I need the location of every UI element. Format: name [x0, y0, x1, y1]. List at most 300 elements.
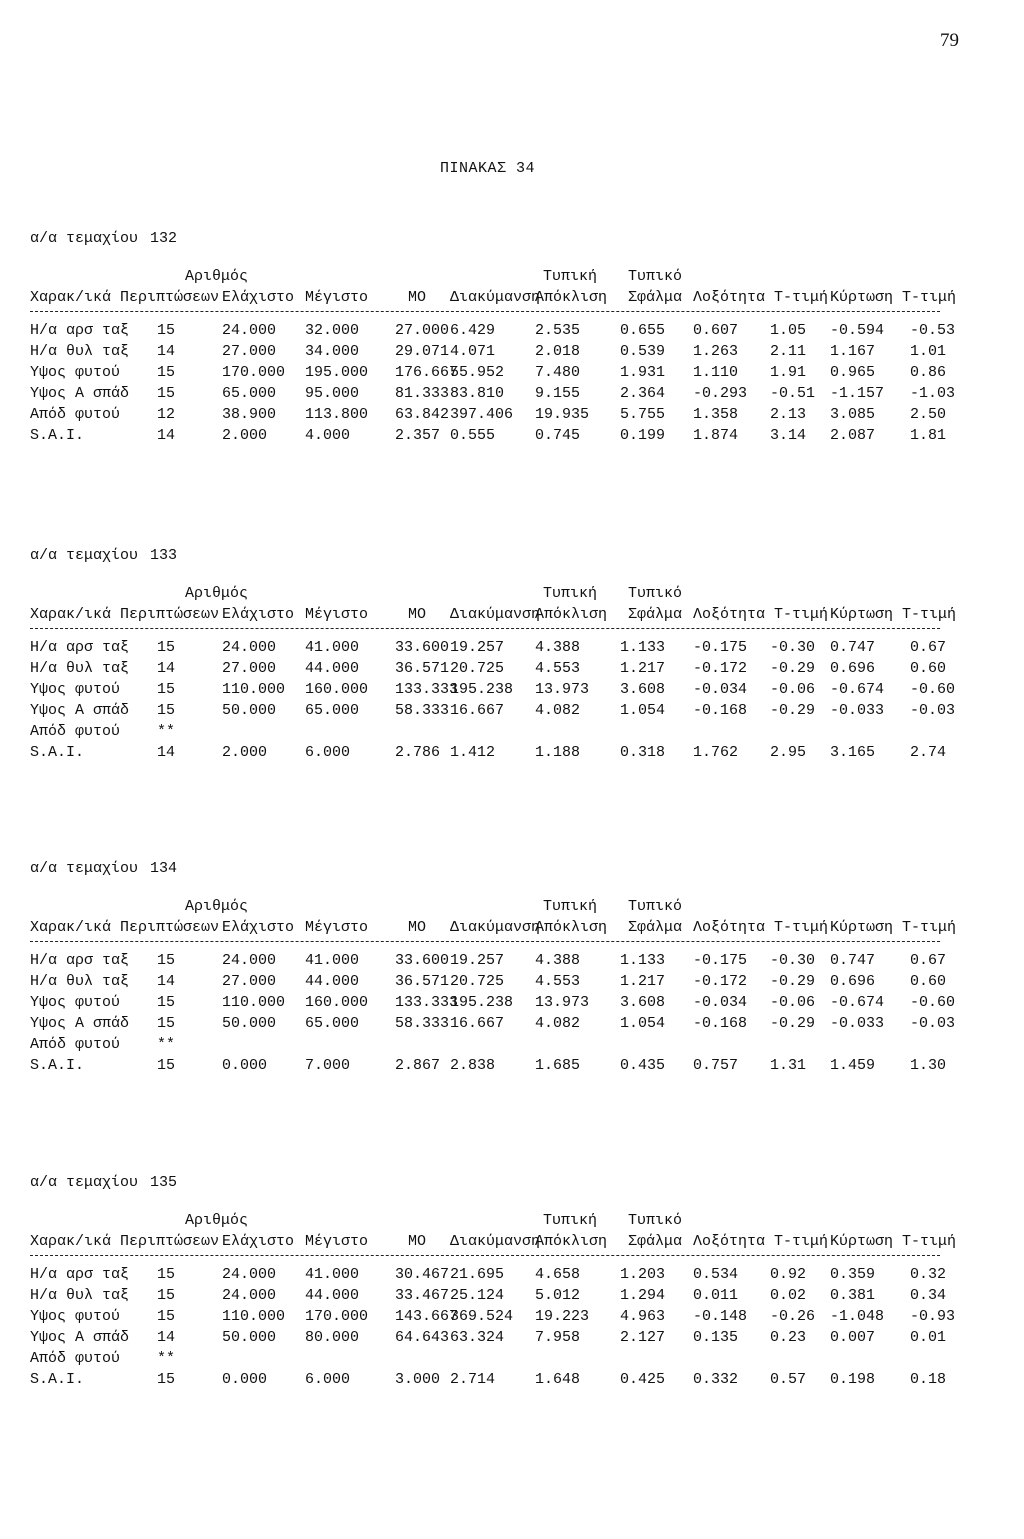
cell-mo: 27.000 [395, 322, 450, 339]
cell-se: 1.294 [620, 1287, 666, 1304]
cell-var: 195.238 [450, 994, 514, 1011]
cell-mo: 33.467 [395, 1287, 450, 1304]
cell-mo: 64.643 [395, 1329, 450, 1346]
plot-section [30, 228, 970, 446]
cell-var: 20.725 [450, 973, 505, 990]
header-n-top: Αριθμός [185, 268, 249, 285]
cell-kurt-t: 0.67 [910, 639, 947, 656]
cell-n: 15 [157, 1308, 176, 1325]
cell-var: 21.695 [450, 1266, 505, 1283]
cell-sd: 7.480 [535, 364, 581, 381]
cell-sd: 19.935 [535, 406, 590, 423]
header-se-top: Τυπικό [628, 268, 683, 285]
cell-mo: 58.333 [395, 1015, 450, 1032]
cell-max: 80.000 [305, 1329, 360, 1346]
header-sd: Απόκλιση [535, 1233, 608, 1250]
cell-char: Υψος φυτού [30, 994, 121, 1011]
table-row [30, 721, 970, 742]
cell-kurt-t: 0.60 [910, 660, 947, 677]
cell-mo: 133.333 [395, 994, 459, 1011]
cell-min: 0.000 [222, 1057, 268, 1074]
cell-kurt-t: -0.60 [910, 994, 956, 1011]
cell-se: 0.539 [620, 343, 666, 360]
cell-max: 41.000 [305, 1266, 360, 1283]
cell-n: 14 [157, 343, 176, 360]
cell-min: 170.000 [222, 364, 286, 381]
cell-se: 1.054 [620, 702, 666, 719]
cell-n: 15 [157, 639, 176, 656]
cell-min: 24.000 [222, 1266, 277, 1283]
cell-se: 2.127 [620, 1329, 666, 1346]
cell-kurt: -0.594 [830, 322, 885, 339]
cell-sd: 13.973 [535, 994, 590, 1011]
page-number: 79 [940, 30, 959, 51]
cell-sd: 19.223 [535, 1308, 590, 1325]
cell-skew: 1.874 [693, 427, 739, 444]
cell-n: 15 [157, 364, 176, 381]
cell-kurt-t: -0.93 [910, 1308, 956, 1325]
cell-skew-t: 2.13 [770, 406, 807, 423]
cell-kurt: 0.696 [830, 973, 876, 990]
cell-sd: 4.553 [535, 973, 581, 990]
plot-number: 135 [150, 1174, 178, 1191]
cell-kurt: -1.048 [830, 1308, 885, 1325]
cell-kurt-t: 0.67 [910, 952, 947, 969]
cell-max: 65.000 [305, 702, 360, 719]
cell-skew: 1.358 [693, 406, 739, 423]
cell-max: 95.000 [305, 385, 360, 402]
cell-skew: -0.172 [693, 660, 748, 677]
cell-char: Υψος φυτού [30, 681, 121, 698]
header-se: Σφάλμα [628, 1233, 683, 1250]
cell-se: 0.199 [620, 427, 666, 444]
table-row [30, 1034, 970, 1055]
header-var: Διακύμανση [450, 289, 541, 306]
cell-kurt-t: -1.03 [910, 385, 956, 402]
header-n: Περιπτώσεων [120, 606, 220, 623]
cell-se: 5.755 [620, 406, 666, 423]
cell-sd: 0.745 [535, 427, 581, 444]
dashed-rule [30, 628, 940, 629]
table-row [30, 992, 970, 1013]
table-row [30, 1013, 970, 1034]
column-header [30, 583, 970, 625]
cell-var: 25.124 [450, 1287, 505, 1304]
cell-n: 14 [157, 973, 176, 990]
header-min: Ελάχιστο [222, 606, 295, 623]
cell-var: 397.406 [450, 406, 514, 423]
cell-skew-t: -0.30 [770, 952, 816, 969]
header-char: Χαρακ/ικά [30, 289, 112, 306]
cell-max: 113.800 [305, 406, 369, 423]
dashed-rule [30, 1255, 940, 1256]
cell-char: S.A.I. [30, 744, 85, 761]
header-mo: ΜΟ [408, 1233, 427, 1250]
cell-sd: 1.188 [535, 744, 581, 761]
cell-var: 16.667 [450, 702, 505, 719]
header-sd: Απόκλιση [535, 606, 608, 623]
cell-se: 1.054 [620, 1015, 666, 1032]
cell-var: 20.725 [450, 660, 505, 677]
cell-var: 19.257 [450, 639, 505, 656]
cell-mo: 81.333 [395, 385, 450, 402]
table-row [30, 1327, 970, 1348]
cell-skew-t: -0.06 [770, 994, 816, 1011]
table-row [30, 341, 970, 362]
header-min: Ελάχιστο [222, 919, 295, 936]
table-row [30, 637, 970, 658]
cell-mo: 63.842 [395, 406, 450, 423]
header-skew: Λοξότητα Τ-τιμή [693, 289, 829, 306]
header-skew: Λοξότητα Τ-τιμή [693, 1233, 829, 1250]
cell-sd: 4.082 [535, 1015, 581, 1032]
cell-skew-t: 0.02 [770, 1287, 807, 1304]
cell-mo: 36.571 [395, 660, 450, 677]
cell-kurt-t: 0.18 [910, 1371, 947, 1388]
cell-kurt-t: 2.50 [910, 406, 947, 423]
cell-sd: 2.535 [535, 322, 581, 339]
header-max: Μέγιστο [305, 1233, 369, 1250]
cell-kurt: 2.087 [830, 427, 876, 444]
cell-char: Η/α θυλ ταξ [30, 973, 130, 990]
cell-kurt: -0.033 [830, 1015, 885, 1032]
table-row [30, 404, 970, 425]
cell-skew-t: 2.95 [770, 744, 807, 761]
plot-label: α/α τεμαχίου [30, 1174, 139, 1191]
cell-n: 15 [157, 1057, 176, 1074]
table-row [30, 362, 970, 383]
cell-max: 170.000 [305, 1308, 369, 1325]
table-body [30, 320, 970, 446]
cell-kurt: 0.359 [830, 1266, 876, 1283]
cell-skew: -0.172 [693, 973, 748, 990]
table-row [30, 1306, 970, 1327]
plot-heading [30, 228, 970, 248]
header-sd-top: Τυπική [543, 898, 598, 915]
table-row [30, 320, 970, 341]
cell-se: 0.425 [620, 1371, 666, 1388]
plot-section [30, 545, 970, 763]
cell-max: 44.000 [305, 1287, 360, 1304]
cell-kurt-t: 1.81 [910, 427, 947, 444]
cell-min: 24.000 [222, 639, 277, 656]
cell-char: Απόδ φυτού [30, 723, 121, 740]
cell-skew: -0.175 [693, 952, 748, 969]
cell-min: 110.000 [222, 681, 286, 698]
cell-skew-t: 0.23 [770, 1329, 807, 1346]
cell-char: Απόδ φυτού [30, 1350, 121, 1367]
header-mo: ΜΟ [408, 289, 427, 306]
cell-kurt: 0.198 [830, 1371, 876, 1388]
cell-kurt-t: -0.03 [910, 1015, 956, 1032]
cell-skew: 1.762 [693, 744, 739, 761]
cell-skew: -0.148 [693, 1308, 748, 1325]
cell-skew: 1.110 [693, 364, 739, 381]
header-se: Σφάλμα [628, 606, 683, 623]
header-mo: ΜΟ [408, 919, 427, 936]
cell-min: 24.000 [222, 322, 277, 339]
header-min: Ελάχιστο [222, 1233, 295, 1250]
header-char: Χαρακ/ικά [30, 919, 112, 936]
table-row [30, 700, 970, 721]
header-sd: Απόκλιση [535, 289, 608, 306]
header-kurt: Κύρτωση Τ-τιμή [830, 919, 957, 936]
table-row [30, 742, 970, 763]
plot-section [30, 1172, 970, 1390]
cell-sd: 9.155 [535, 385, 581, 402]
cell-min: 50.000 [222, 1329, 277, 1346]
cell-sd: 4.553 [535, 660, 581, 677]
header-se: Σφάλμα [628, 289, 683, 306]
dashed-rule [30, 311, 940, 312]
cell-kurt-t: 0.32 [910, 1266, 947, 1283]
cell-char: Υψος φυτού [30, 364, 121, 381]
cell-kurt: 0.747 [830, 639, 876, 656]
table-body [30, 637, 970, 763]
cell-se: 1.931 [620, 364, 666, 381]
cell-var: 16.667 [450, 1015, 505, 1032]
cell-char: Απόδ φυτού [30, 1036, 121, 1053]
cell-kurt-t: -0.03 [910, 702, 956, 719]
cell-min: 50.000 [222, 1015, 277, 1032]
cell-max: 6.000 [305, 1371, 351, 1388]
cell-kurt-t: 1.01 [910, 343, 947, 360]
cell-skew: -0.168 [693, 702, 748, 719]
cell-kurt: -1.157 [830, 385, 885, 402]
cell-mo: 33.600 [395, 952, 450, 969]
cell-kurt: -0.674 [830, 681, 885, 698]
cell-n: 14 [157, 660, 176, 677]
cell-char: Η/α θυλ ταξ [30, 343, 130, 360]
cell-var: 195.238 [450, 681, 514, 698]
cell-char: Η/α θυλ ταξ [30, 660, 130, 677]
cell-skew-t: -0.29 [770, 1015, 816, 1032]
cell-se: 1.203 [620, 1266, 666, 1283]
cell-mo: 58.333 [395, 702, 450, 719]
cell-skew-t: 1.05 [770, 322, 807, 339]
cell-kurt-t: 0.60 [910, 973, 947, 990]
table-body [30, 950, 970, 1076]
cell-mo: 133.333 [395, 681, 459, 698]
cell-mo: 2.786 [395, 744, 441, 761]
cell-sd: 13.973 [535, 681, 590, 698]
cell-skew-t: 1.91 [770, 364, 807, 381]
cell-kurt-t: 0.01 [910, 1329, 947, 1346]
cell-n: 15 [157, 1266, 176, 1283]
plot-section [30, 858, 970, 1076]
header-char: Χαρακ/ικά [30, 1233, 112, 1250]
cell-n: ** [157, 1350, 176, 1367]
cell-kurt: 3.165 [830, 744, 876, 761]
cell-skew: -0.168 [693, 1015, 748, 1032]
cell-kurt: -0.033 [830, 702, 885, 719]
cell-mo: 176.667 [395, 364, 459, 381]
cell-sd: 1.648 [535, 1371, 581, 1388]
cell-kurt-t: 1.30 [910, 1057, 947, 1074]
cell-skew-t: 0.92 [770, 1266, 807, 1283]
cell-char: S.A.I. [30, 1057, 85, 1074]
cell-min: 24.000 [222, 952, 277, 969]
cell-skew: 0.332 [693, 1371, 739, 1388]
cell-max: 7.000 [305, 1057, 351, 1074]
cell-min: 2.000 [222, 427, 268, 444]
cell-char: Υψος Α σπάδ [30, 1015, 130, 1032]
table-row [30, 971, 970, 992]
plot-heading [30, 858, 970, 878]
cell-var: 55.952 [450, 364, 505, 381]
cell-mo: 2.867 [395, 1057, 441, 1074]
cell-var: 6.429 [450, 322, 496, 339]
cell-kurt: 0.007 [830, 1329, 876, 1346]
cell-skew: -0.034 [693, 681, 748, 698]
cell-skew-t: -0.29 [770, 702, 816, 719]
cell-se: 4.963 [620, 1308, 666, 1325]
cell-skew-t: -0.06 [770, 681, 816, 698]
header-var: Διακύμανση [450, 606, 541, 623]
header-n: Περιπτώσεων [120, 919, 220, 936]
cell-skew: 0.135 [693, 1329, 739, 1346]
header-se-top: Τυπικό [628, 898, 683, 915]
header-n: Περιπτώσεων [120, 289, 220, 306]
cell-char: Η/α αρσ ταξ [30, 1266, 130, 1283]
header-se-top: Τυπικό [628, 585, 683, 602]
cell-var: 1.412 [450, 744, 496, 761]
cell-n: 15 [157, 1287, 176, 1304]
cell-skew: 1.263 [693, 343, 739, 360]
cell-n: 15 [157, 952, 176, 969]
cell-char: Η/α αρσ ταξ [30, 952, 130, 969]
header-var: Διακύμανση [450, 919, 541, 936]
cell-char: Η/α θυλ ταξ [30, 1287, 130, 1304]
header-mo: ΜΟ [408, 606, 427, 623]
cell-skew: -0.175 [693, 639, 748, 656]
cell-se: 0.318 [620, 744, 666, 761]
header-n: Περιπτώσεων [120, 1233, 220, 1250]
cell-kurt: 1.167 [830, 343, 876, 360]
cell-skew-t: 0.57 [770, 1371, 807, 1388]
cell-se: 1.133 [620, 639, 666, 656]
cell-var: 4.071 [450, 343, 496, 360]
cell-skew: 0.757 [693, 1057, 739, 1074]
cell-char: Υψος Α σπάδ [30, 702, 130, 719]
table-row [30, 950, 970, 971]
cell-skew-t: 2.11 [770, 343, 807, 360]
plot-number: 133 [150, 547, 178, 564]
cell-min: 110.000 [222, 994, 286, 1011]
cell-char: Η/α αρσ ταξ [30, 322, 130, 339]
cell-mo: 2.357 [395, 427, 441, 444]
header-var: Διακύμανση [450, 1233, 541, 1250]
cell-n: 15 [157, 994, 176, 1011]
header-kurt: Κύρτωση Τ-τιμή [830, 289, 957, 306]
cell-char: Υψος Α σπάδ [30, 385, 130, 402]
column-header [30, 1210, 970, 1252]
cell-max: 41.000 [305, 639, 360, 656]
cell-sd: 1.685 [535, 1057, 581, 1074]
table-title: ΠΙΝΑΚΑΣ 34 [440, 160, 536, 177]
header-n-top: Αριθμός [185, 898, 249, 915]
cell-n: 14 [157, 744, 176, 761]
cell-se: 1.217 [620, 973, 666, 990]
cell-var: 63.324 [450, 1329, 505, 1346]
cell-kurt: 0.747 [830, 952, 876, 969]
cell-skew-t: 3.14 [770, 427, 807, 444]
cell-skew-t: -0.51 [770, 385, 816, 402]
cell-kurt-t: 0.34 [910, 1287, 947, 1304]
header-kurt: Κύρτωση Τ-τιμή [830, 606, 957, 623]
cell-skew-t: -0.30 [770, 639, 816, 656]
cell-mo: 143.667 [395, 1308, 459, 1325]
table-row [30, 1055, 970, 1076]
table-row [30, 1285, 970, 1306]
cell-kurt: 0.965 [830, 364, 876, 381]
cell-min: 27.000 [222, 973, 277, 990]
table-row [30, 1264, 970, 1285]
cell-var: 369.524 [450, 1308, 514, 1325]
cell-n: 14 [157, 427, 176, 444]
cell-var: 19.257 [450, 952, 505, 969]
cell-se: 3.608 [620, 994, 666, 1011]
header-max: Μέγιστο [305, 606, 369, 623]
table-row [30, 425, 970, 446]
table-row [30, 383, 970, 404]
cell-sd: 5.012 [535, 1287, 581, 1304]
cell-kurt: -0.674 [830, 994, 885, 1011]
cell-n: 15 [157, 702, 176, 719]
cell-sd: 2.018 [535, 343, 581, 360]
cell-n: ** [157, 723, 176, 740]
header-skew: Λοξότητα Τ-τιμή [693, 606, 829, 623]
cell-skew-t: 1.31 [770, 1057, 807, 1074]
header-max: Μέγιστο [305, 289, 369, 306]
cell-se: 1.133 [620, 952, 666, 969]
cell-kurt: 3.085 [830, 406, 876, 423]
cell-min: 24.000 [222, 1287, 277, 1304]
cell-n: 15 [157, 385, 176, 402]
header-sd-top: Τυπική [543, 585, 598, 602]
cell-mo: 3.000 [395, 1371, 441, 1388]
plot-number: 134 [150, 860, 178, 877]
cell-min: 50.000 [222, 702, 277, 719]
cell-max: 32.000 [305, 322, 360, 339]
cell-kurt: 0.696 [830, 660, 876, 677]
cell-sd: 7.958 [535, 1329, 581, 1346]
column-header [30, 266, 970, 308]
cell-sd: 4.082 [535, 702, 581, 719]
cell-char: S.A.I. [30, 1371, 85, 1388]
plot-label: α/α τεμαχίου [30, 230, 139, 247]
cell-var: 0.555 [450, 427, 496, 444]
cell-skew: 0.607 [693, 322, 739, 339]
cell-max: 6.000 [305, 744, 351, 761]
cell-min: 0.000 [222, 1371, 268, 1388]
cell-n: 14 [157, 1329, 176, 1346]
plot-heading [30, 1172, 970, 1192]
cell-char: Απόδ φυτού [30, 406, 121, 423]
cell-skew-t: -0.29 [770, 660, 816, 677]
cell-mo: 30.467 [395, 1266, 450, 1283]
cell-min: 27.000 [222, 343, 277, 360]
cell-max: 65.000 [305, 1015, 360, 1032]
header-se-top: Τυπικό [628, 1212, 683, 1229]
cell-min: 27.000 [222, 660, 277, 677]
header-n-top: Αριθμός [185, 585, 249, 602]
cell-kurt: 1.459 [830, 1057, 876, 1074]
header-max: Μέγιστο [305, 919, 369, 936]
table-row [30, 679, 970, 700]
plot-number: 132 [150, 230, 178, 247]
cell-mo: 33.600 [395, 639, 450, 656]
